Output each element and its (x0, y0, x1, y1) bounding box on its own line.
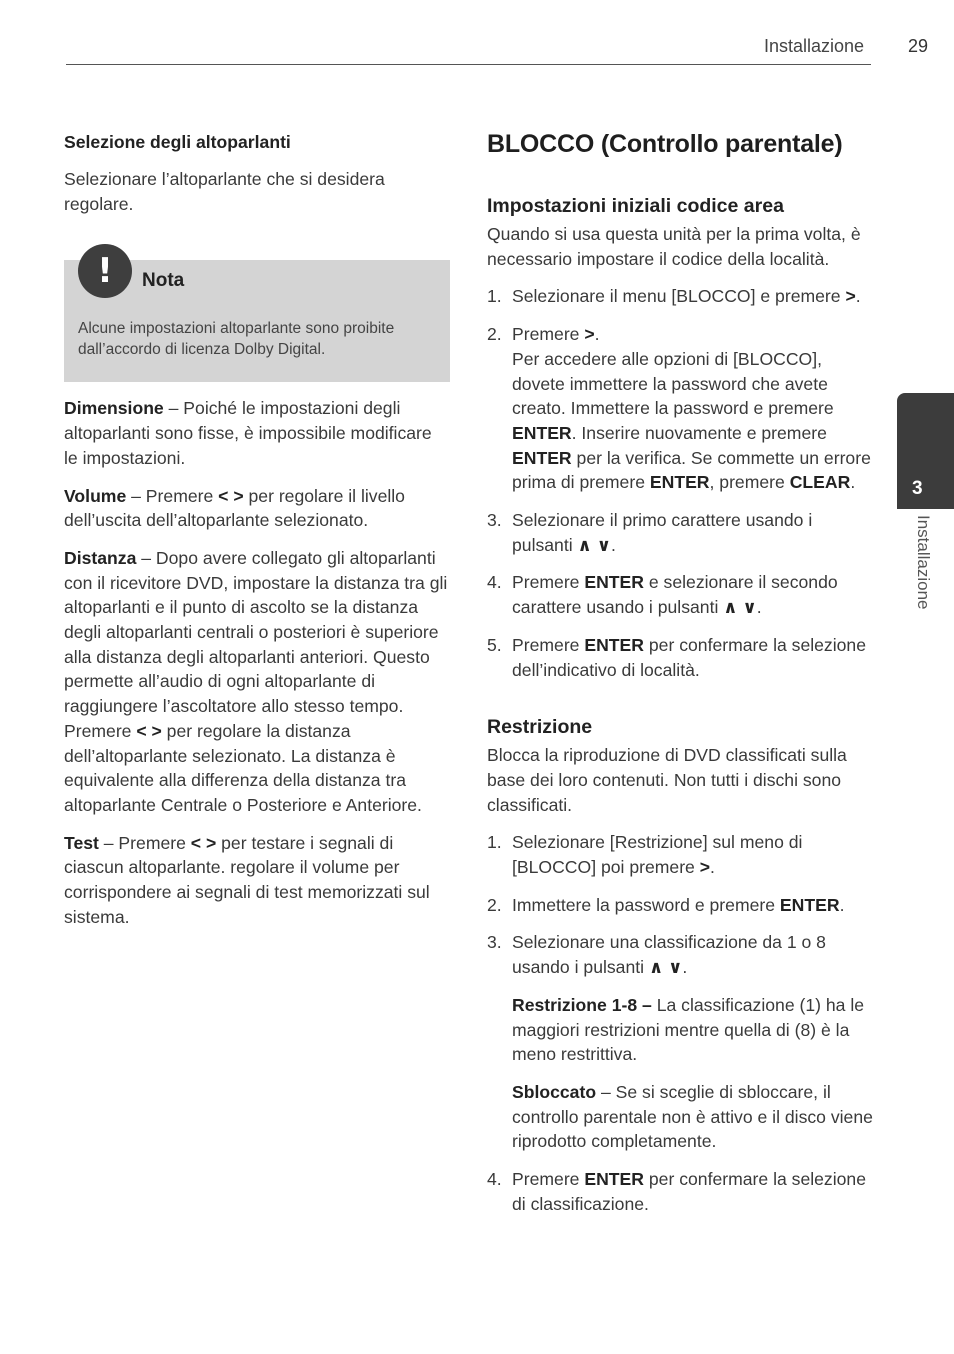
speaker-selection-heading: Selezione degli altoparlanti (64, 132, 291, 152)
chapter-tab (897, 393, 954, 509)
restriction-steps (487, 830, 877, 1216)
up-down-arrows-icon: ∧ ∨ (648, 957, 683, 978)
left-right-arrows-icon: < > (218, 485, 244, 506)
list-item: 4. Premere ENTER e selezionare il secondo carattere usando i pulsanti ∧ ∨. (487, 572, 838, 618)
distanza-term: Distanza (64, 547, 137, 568)
list-item: 1. Selezionare [Restrizione] sul meno di [BLOCCO] poi premere >. (487, 832, 803, 878)
test-term: Test (64, 832, 99, 853)
note-title: Nota (142, 270, 185, 292)
right-column (487, 130, 877, 1217)
up-down-arrows-icon: ∧ ∨ (723, 597, 757, 618)
list-item: 4. Premere ENTER per confermare la selezione di classificazione. (487, 1169, 866, 1214)
note-box (64, 251, 450, 382)
list-item: 3. Selezionare il primo carattere usando i pulsanti ∧ ∨. (487, 510, 813, 555)
volume-term: Volume (64, 485, 127, 506)
exclamation-icon: ! (78, 244, 132, 298)
list-item: 3. Selezionare una classificazione da 1 o 8 usando i pulsanti ∧ ∨. Restrizione 1-8 – La classificazione (1) ha le maggiori restrizioni mentre quella di (8) è la meno restrittiva. Sbloccato – Se si sceglie di sbloccare, il controllo parentale non è attivo e il disco viene riprodotto completamente. (487, 930, 877, 1154)
left-column (64, 130, 450, 929)
chapter-label: Installazione (914, 515, 933, 610)
left-right-arrows-icon: < > (190, 832, 217, 853)
right-arrow-icon: > (584, 324, 595, 345)
area-code-intro: Quando si usa questa unità per la prima volta, è necessario impostare il codice della località. (487, 224, 861, 269)
distanza-paragraph: Distanza – Dopo avere collegato gli altoparlanti con il ricevitore DVD, impostare la distanza tra gli altoparlanti e il punto di ascolto se la distanza degli altoparlanti centrali o posteriori è superiore alla distanza degli altoparlanti anteriori. Questo permette all’audio di ogni altoparlante di raggiungere l’ascoltatore allo stesso tempo. Premere < > per regolare la distanza dell’altoparlante selezionato. La distanza è equivalente alla differenza della distanza tra altoparlante Centrale o Posteriore e Anteriore. (64, 547, 448, 815)
restriction-heading: Restrizione (487, 716, 593, 739)
list-item: 2. Premere >. Per accedere alle opzioni di [BLOCCO], dovete immettere la password che avete creato. Immettere la password e premere ENTER. Inserire nuovamente e premere ENTER per la verifica. Se commette un errore prima di premere ENTER, premere CLEAR. (487, 324, 871, 493)
area-code-steps (487, 284, 877, 682)
chapter-number: 3 (912, 478, 923, 499)
page-number: 29 (908, 36, 929, 56)
list-item: 5. Premere ENTER per confermare la selezione dell’indicativo di località. (487, 634, 866, 680)
unlocked-paragraph: Sbloccato – Se si sceglie di sbloccare, il controllo parentale non è attivo e il disco viene riprodotto completamente. (512, 1081, 873, 1152)
header-section-title: Installazione (764, 36, 865, 56)
left-right-arrows-icon: < > (136, 720, 162, 741)
parental-control-title: BLOCCO (Controllo parentale) (487, 130, 843, 158)
area-code-heading: Impostazioni iniziali codice area (487, 195, 784, 217)
speaker-selection-intro: Selezionare l’altoparlante che si desidera regolare. (64, 169, 385, 214)
test-paragraph: Test – Premere < > per testare i segnali di ciascun altoparlante. regolare il volume per corrispondere ai segnali di test memorizzati sul sistema. (64, 832, 430, 927)
list-item: 1. Selezionare il menu [BLOCCO] e premere >. (487, 286, 861, 307)
note-text: Alcune impostazioni altoparlante sono proibite dall’accordo di licenza Dolby Digital. (78, 320, 395, 359)
dimensione-term: Dimensione (64, 398, 164, 419)
restriction-range-paragraph: Restrizione 1-8 – La classificazione (1) ha le maggiori restrizioni mentre quella di (8) è la meno restrittiva. (512, 994, 865, 1065)
restriction-intro: Blocca la riproduzione di DVD classificati sulla base dei loro contenuti. Non tutti i dischi sono classificati. (487, 745, 847, 815)
header-divider (66, 64, 871, 65)
right-arrow-icon: > (699, 857, 711, 878)
up-down-arrows-icon: ∧ ∨ (577, 534, 611, 555)
dimensione-paragraph: Dimensione – Poiché le impostazioni degli altoparlanti sono fisse, è impossibile modificare le impostazioni. (64, 398, 432, 468)
volume-paragraph: Volume – Premere < > per regolare il livello dell’uscita dell’altoparlante selezionato. (64, 485, 405, 531)
list-item: 2. Immettere la password e premere ENTER. (487, 894, 845, 915)
right-arrow-icon: > (845, 286, 856, 307)
